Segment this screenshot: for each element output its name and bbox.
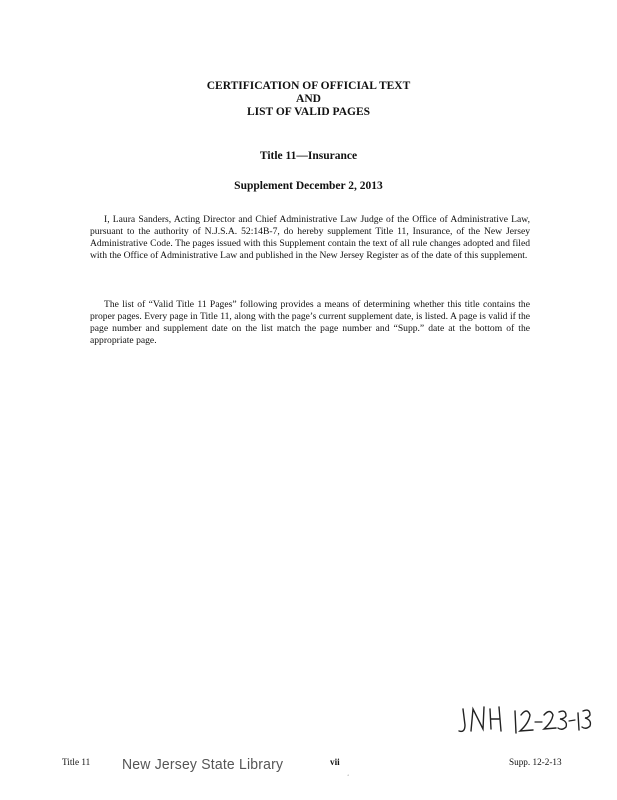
footer-page-number: vii [330,757,340,767]
library-stamp: New Jersey State Library [122,755,284,773]
title-heading: Title 11—Insurance [259,150,358,162]
certification-heading: CERTIFICATION OF OFFICIAL TEXT [206,80,411,92]
handwritten-initials-date [455,695,595,740]
footer-title: Title 11 [62,757,91,767]
heading-and: AND [296,93,321,105]
footer-supplement-date: Supp. 12-2-13 [509,757,562,767]
supplement-heading: Supplement December 2, 2013 [234,180,383,192]
scan-mark: ‘ [347,773,350,781]
valid-pages-heading: LIST OF VALID PAGES [246,106,371,118]
certification-paragraph: I, Laura Sanders, Acting Director and Chief Administrative Law Judge of the Office of Administrative Law, pursuant to the authority of N.J.S.A. 52:14B-7, do hereby supplement Title 11, Insurance, of the New Jersey Administrative Code. The pages issued with this Supplement contain the text of all rule changes adopted and filed with the Office of Administrative Law and published in the New Jersey Register as of the date of this supplement. [90,214,530,261]
valid-pages-paragraph: The list of “Valid Title 11 Pages” following provides a means of determining whether this title contains the proper pages. Every page in Title 11, along with the page’s current supplement date, is listed. A page is valid if the page number and supplement date on the list match the page number and “Supp.” date at the bottom of the appropriate page. [90,299,530,346]
